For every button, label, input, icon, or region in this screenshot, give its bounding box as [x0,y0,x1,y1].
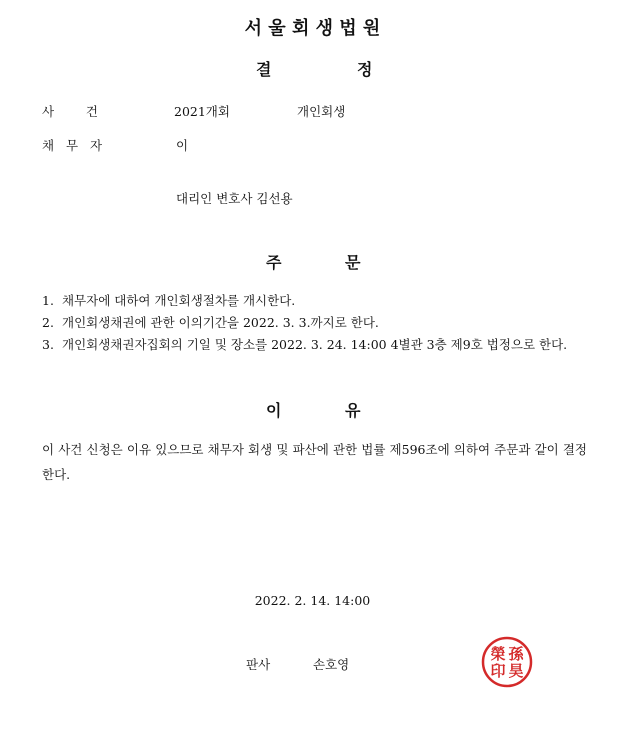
order-item [42,312,587,334]
seal-char: 昊 [508,662,524,680]
reason-heading-right: 유 [345,401,361,420]
order-heading-right: 문 [345,253,361,272]
agent-line: 대리인 변호사 김선용 [176,191,293,206]
order-item [42,290,587,312]
order-item [42,334,587,356]
order-list [42,290,587,356]
order-item-number: 2. [42,315,54,330]
order-heading-left: 주 [266,253,282,272]
seal-char: 榮 [490,645,506,663]
order-item-text: 채무자에 대하여 개인회생절차를 개시한다. [62,293,296,308]
order-item-text: 개인회생채권에 관한 이의기간을 2022. 3. 3.까지로 한다. [62,315,379,330]
order-item-number: 1. [42,293,54,308]
seal-char: 孫 [508,645,524,663]
case-label: 사 건 [42,104,98,119]
debtor-name: 이 [176,138,189,153]
order-item-number: 3. [42,337,54,352]
seal-char: 印 [490,662,506,680]
decision-date: 2022. 2. 14. 14:00 [254,593,371,608]
judge-seal [481,636,533,688]
reason-text: 이 사건 신청은 이유 있으므로 채무자 회생 및 파산에 관한 법률 제596조에 의하여 주문과 같이 결정한다. [42,442,587,482]
judge-name: 손호영 [313,657,350,672]
case-type: 개인회생 [297,104,346,119]
doc-title-right: 정 [357,60,373,79]
case-number: 2021개회 [174,104,230,119]
reason-heading-left: 이 [266,401,282,420]
judge-title: 판사 [246,657,271,672]
doc-title-left: 결 [256,60,272,79]
order-item-text: 개인회생채권자집회의 기일 및 장소를 2022. 3. 24. 14:00 4별관 3층 제9호 법정으로 한다. [62,337,568,352]
court-name: 서 울 회 생 법 원 [244,18,381,39]
debtor-label: 채 무 자 [42,138,103,153]
